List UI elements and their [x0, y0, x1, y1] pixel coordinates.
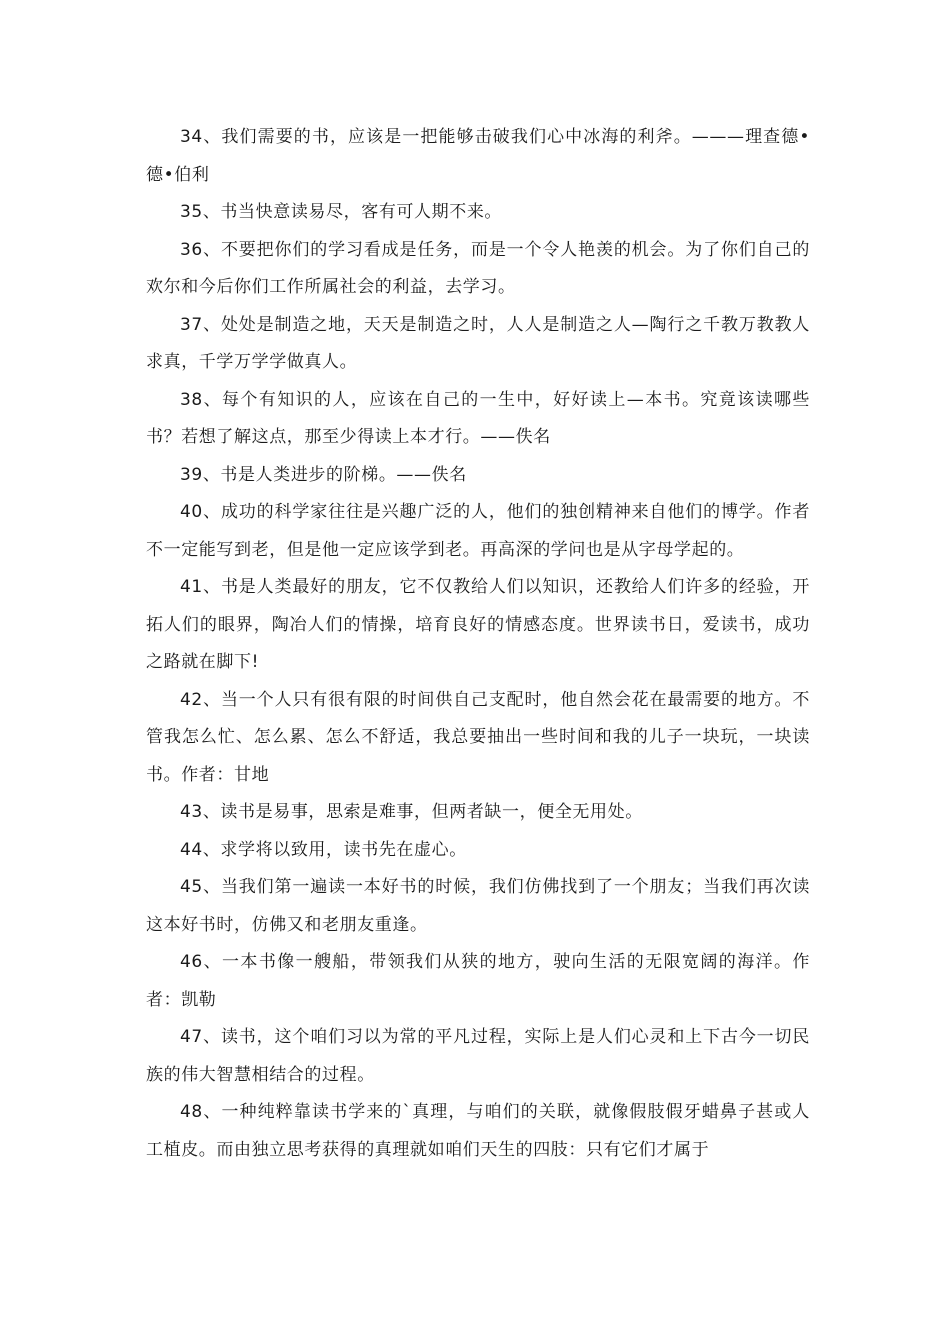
quote-39: 39、书是人类进步的阶梯。——佚名 [180, 464, 467, 485]
quote-list [146, 119, 810, 1169]
quote-45: 45、当我们第一遍读一本好书的时候，我们仿佛找到了一个朋友；当我们再次读这本好书时，仿佛又和老朋友重逢。 [146, 877, 810, 935]
quote-42: 42、当一个人只有很有限的时间供自己支配时，他自然会花在最需要的地方。不管我怎么忙、怎么累、怎么不舒适，我总要抽出一些时间和我的儿子一块玩，一块读书。作者：甘地 [146, 689, 810, 785]
quote-36: 36、不要把你们的学习看成是任务，而是一个令人艳羡的机会。为了你们自己的欢尔和今后你们工作所属社会的利益，去学习。 [146, 239, 810, 297]
quote-34: 34、我们需要的书，应该是一把能够击破我们心中冰海的利斧。———理查德•德•伯利 [146, 127, 810, 185]
quote-35: 35、书当快意读易尽，客有可人期不来。 [180, 202, 503, 222]
quote-47: 47、读书，这个咱们习以为常的平凡过程，实际上是人们心灵和上下古今一切民族的伟大智慧相结合的过程。 [146, 1027, 810, 1085]
quote-48: 48、一种纯粹靠读书学来的`真理，与咱们的关联，就像假肢假牙蜡鼻子甚或人工植皮。而由独立思考获得的真理就如咱们天生的四肢：只有它们才属于 [146, 1102, 810, 1160]
quote-37: 37、处处是制造之地，天天是制造之时，人人是制造之人—陶行之千教万教教人求真，千学万学学做真人。 [146, 314, 810, 372]
quote-44: 44、求学将以致用，读书先在虚心。 [180, 839, 467, 860]
quote-41: 41、书是人类最好的朋友，它不仅教给人们以知识，还教给人们许多的经验，开拓人们的眼界，陶冶人们的情操，培育良好的情感态度。世界读书日，爱读书，成功之路就在脚下! [146, 577, 810, 672]
quote-38: 38、每个有知识的人，应该在自己的一生中，好好读上—本书。究竟该读哪些书？若想了解这点，那至少得读上本才行。——佚名 [146, 389, 810, 447]
quote-46: 46、一本书像一艘船，带领我们从狭的地方，驶向生活的无限宽阔的海洋。作者：凯勒 [146, 952, 810, 1010]
quote-43: 43、读书是易事，思索是难事，但两者缺一，便全无用处。 [180, 802, 643, 822]
quote-40: 40、成功的科学家往往是兴趣广泛的人，他们的独创精神来自他们的博学。作者不一定能写到老，但是他一定应该学到老。再高深的学问也是从字母学起的。 [146, 502, 810, 560]
